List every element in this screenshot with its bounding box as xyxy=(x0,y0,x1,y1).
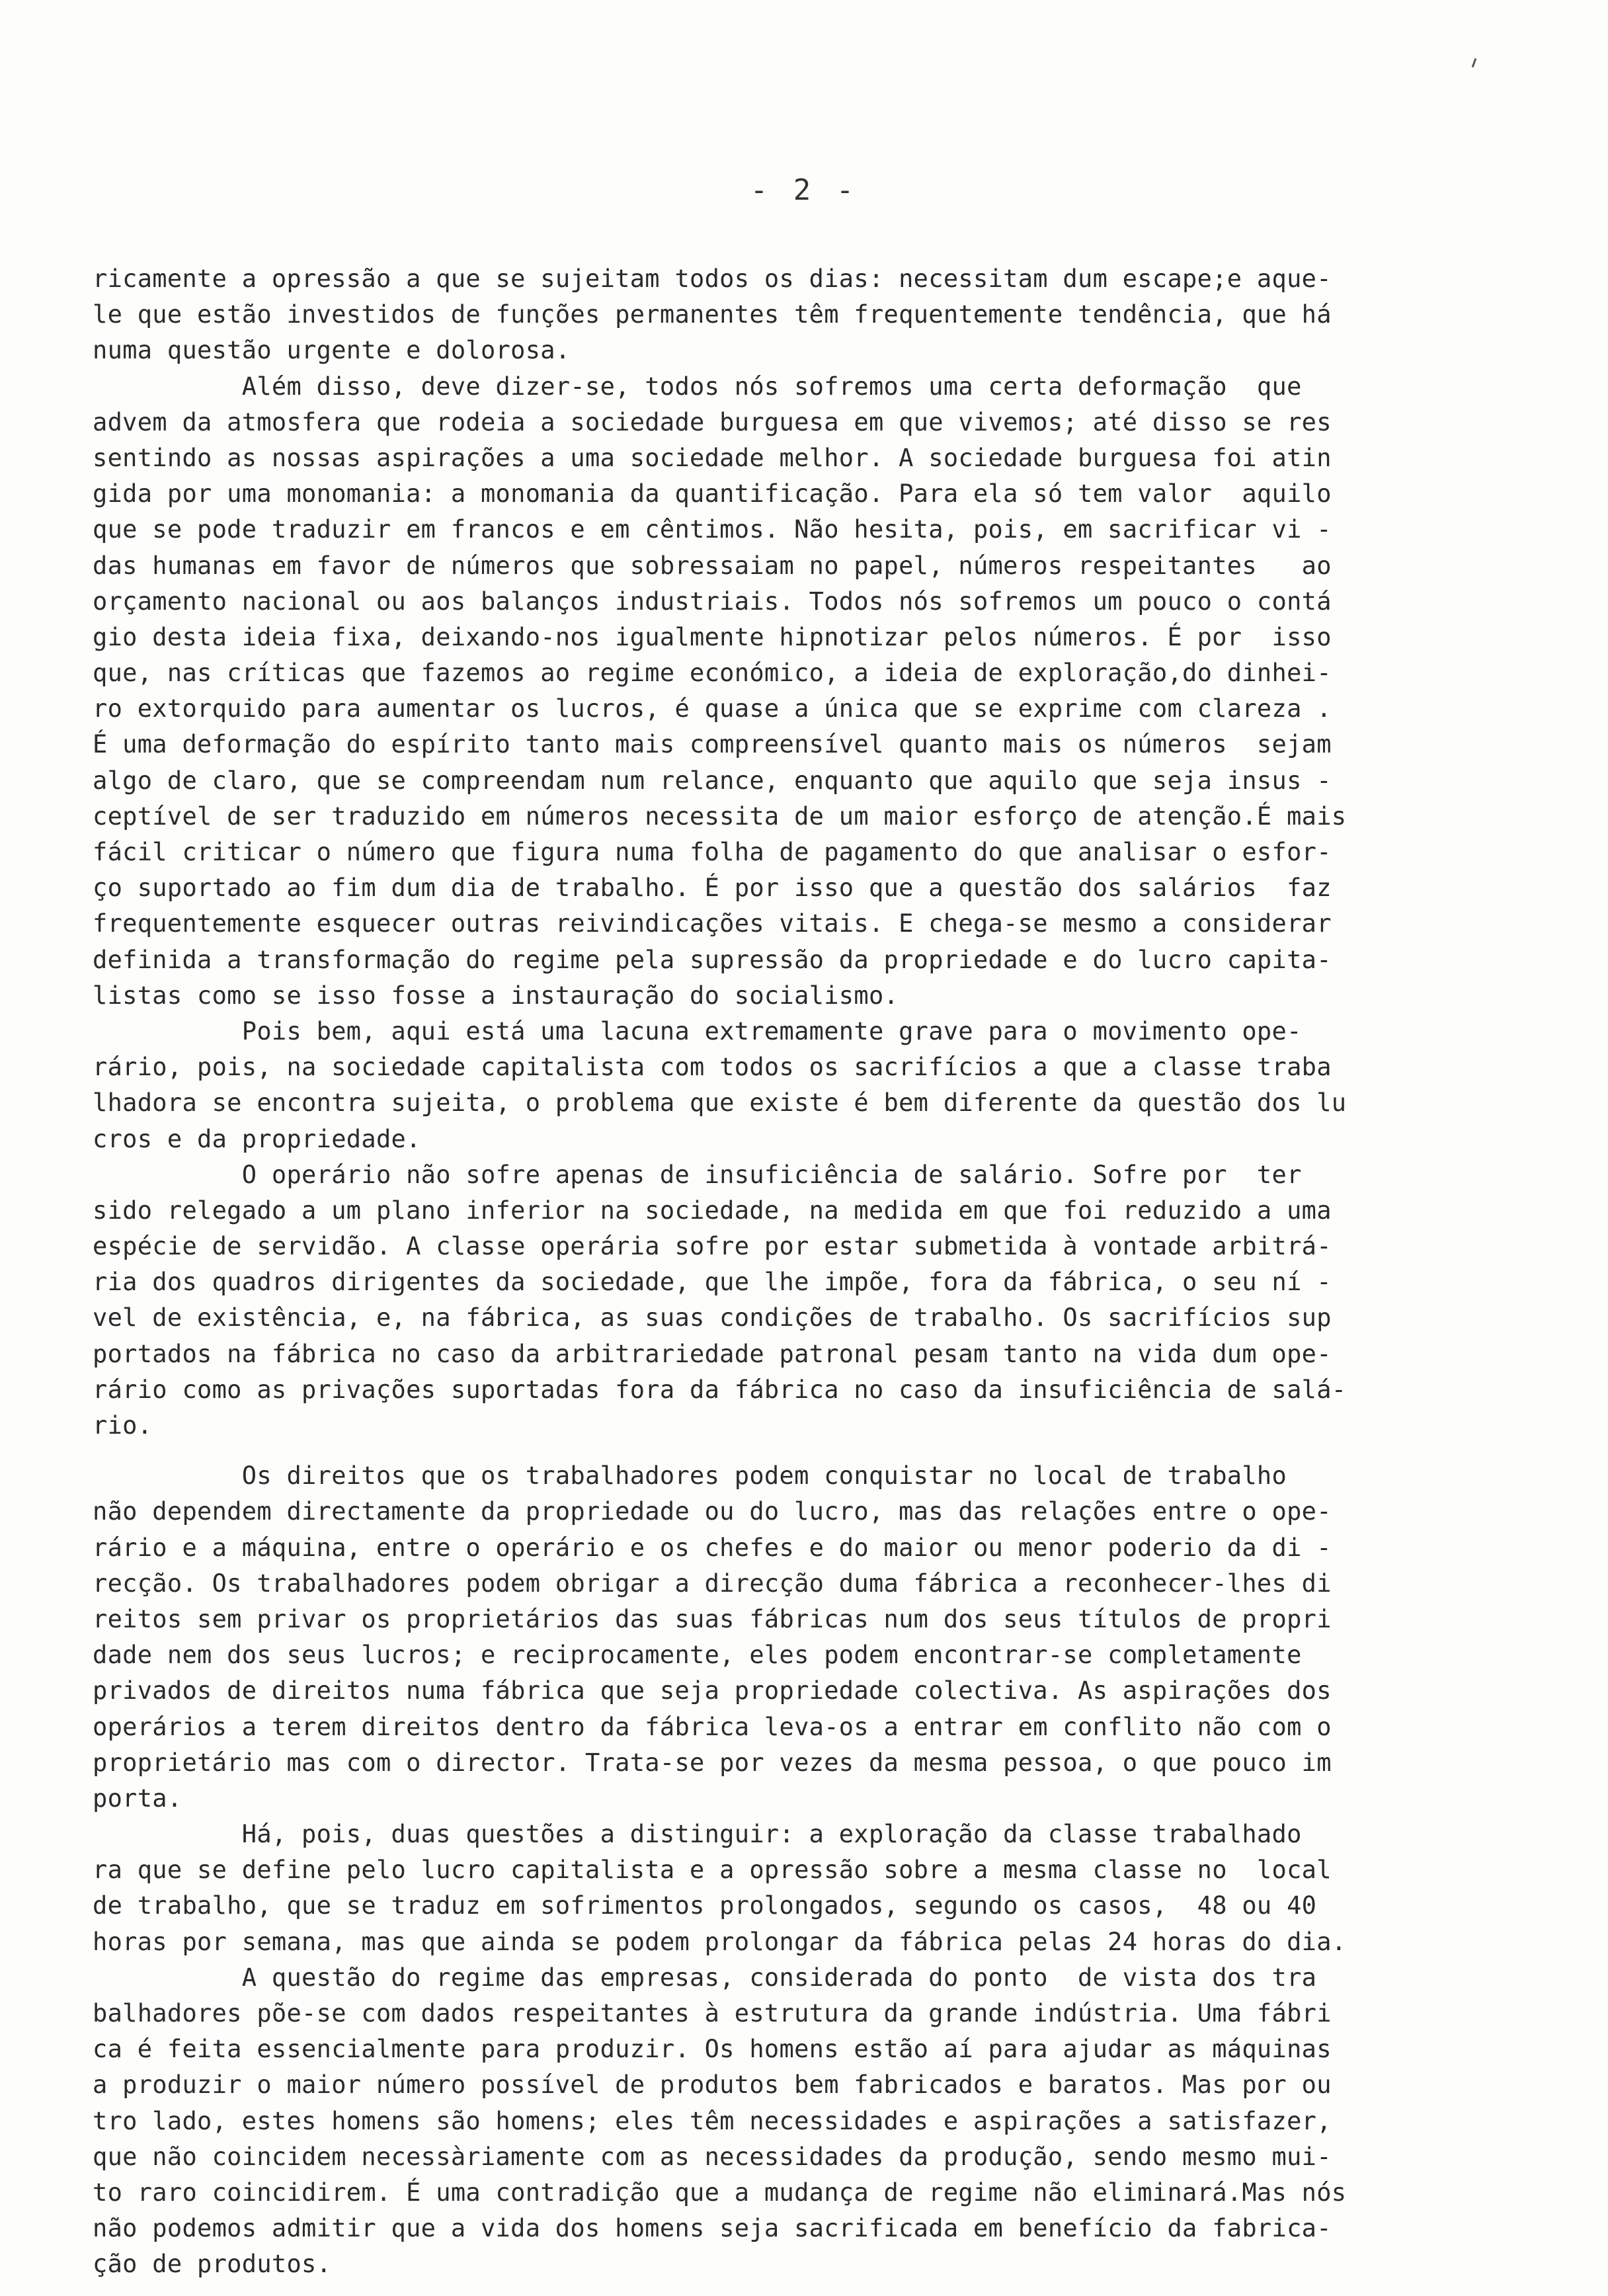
text-line: horas por semana, mas que ainda se podem prolongar da fábrica pelas 24 horas do dia. xyxy=(93,1927,1347,1956)
text-line: rário e a máquina, entre o operário e os chefes e do maior ou menor poderio da di - xyxy=(93,1533,1332,1562)
text-line: ricamente a opressão a que se sujeitam todos os dias: necessitam dum escape;e aque- xyxy=(93,265,1332,293)
text-line: não podemos admitir que a vida dos homens seja sacrificada em benefício da fabrica- xyxy=(93,2214,1332,2243)
text-line: le que estão investidos de funções permanentes têm frequentemente tendência, que há xyxy=(93,300,1332,329)
text-line: to raro coincidirem. É uma contradição que a mudança de regime não eliminará.Mas nós xyxy=(93,2178,1347,2207)
text-line: reitos sem privar os proprietários das suas fábricas num dos seus títulos de propri xyxy=(93,1604,1332,1633)
text-line: das humanas em favor de números que sobressaiam no papel, números respeitantes ao xyxy=(93,551,1332,580)
text-line: sido relegado a um plano inferior na sociedade, na medida em que foi reduzido a uma xyxy=(93,1196,1332,1225)
text-line: definida a transformação do regime pela supressão da propriedade e do lucro capita- xyxy=(93,945,1332,974)
paragraph-gap xyxy=(93,1444,1468,1458)
text-line: lhadora se encontra sujeita, o problema que existe é bem diferente da questão dos lu xyxy=(93,1088,1347,1118)
paragraph xyxy=(93,1014,1468,1157)
text-line: tro lado, estes homens são homens; eles têm necessidades e aspirações a satisfazer, xyxy=(93,2106,1332,2135)
text-line: cros e da propriedade. xyxy=(93,1124,421,1153)
text-line: A questão do regime das empresas, considerada do ponto de vista dos tra xyxy=(93,1963,1317,1992)
text-line: ço suportado ao fim dum dia de trabalho. É por isso que a questão dos salários faz xyxy=(93,874,1332,903)
text-line: gida por uma monomania: a monomania da quantificação. Para ela só tem valor aquilo xyxy=(93,479,1332,509)
text-line: advem da atmosfera que rodeia a sociedade burguesa em que vivemos; até disso se res xyxy=(93,407,1332,436)
text-line: portados na fábrica no caso da arbitrariedade patronal pesam tanto na vida dum ope- xyxy=(93,1339,1332,1368)
text-line: operários a terem direitos dentro da fábrica leva-os a entrar em conflito não com o xyxy=(93,1712,1332,1741)
text-line: gio desta ideia fixa, deixando-nos igualmente hipnotizar pelos números. É por isso xyxy=(93,622,1332,651)
paragraph xyxy=(93,261,1468,369)
text-line: numa questão urgente e dolorosa. xyxy=(93,336,571,365)
text-line: privados de direitos numa fábrica que seja propriedade colectiva. As aspirações dos xyxy=(93,1676,1332,1705)
text-line: espécie de servidão. A classe operária sofre por estar submetida à vontade arbitrá- xyxy=(93,1232,1332,1261)
text-line: que se pode traduzir em francos e em cêntimos. Não hesita, pois, em sacrificar vi - xyxy=(93,515,1332,544)
text-line: não dependem directamente da propriedade ou do lucro, mas das relações entre o ope- xyxy=(93,1497,1332,1526)
paragraph xyxy=(93,1458,1468,1817)
body-text xyxy=(93,261,1468,2283)
text-line: O operário não sofre apenas de insuficiência de salário. Sofre por ter xyxy=(93,1160,1302,1189)
text-line: fácil criticar o número que figura numa folha de pagamento do que analisar o esfor- xyxy=(93,838,1332,866)
text-line: ção de produtos. xyxy=(93,2250,332,2279)
text-line: ra que se define pelo lucro capitalista e a opressão sobre a mesma classe no local xyxy=(93,1856,1332,1885)
text-line: a produzir o maior número possível de produtos bem fabricados e baratos. Mas por ou xyxy=(93,2070,1332,2100)
text-line: balhadores põe-se com dados respeitantes à estrutura da grande indústria. Uma fábri xyxy=(93,1999,1332,2028)
text-line: algo de claro, que se compreendam num relance, enquanto que aquilo que seja insus - xyxy=(93,766,1332,795)
text-line: recção. Os trabalhadores podem obrigar a direcção duma fábrica a reconhecer-lhes di xyxy=(93,1569,1332,1598)
text-line: orçamento nacional ou aos balanços industriais. Todos nós sofremos um pouco o contá xyxy=(93,587,1332,616)
text-line: que não coincidem necessàriamente com as necessidades da produção, sendo mesmo mui- xyxy=(93,2142,1332,2171)
text-line: Pois bem, aqui está uma lacuna extremamente grave para o movimento ope- xyxy=(93,1016,1302,1046)
text-line: porta. xyxy=(93,1784,182,1813)
text-line: vel de existência, e, na fábrica, as suas condições de trabalho. Os sacrifícios sup xyxy=(93,1303,1332,1332)
text-line: Os direitos que os trabalhadores podem conquistar no local de trabalho xyxy=(93,1461,1287,1491)
text-line: frequentemente esquecer outras reivindicações vitais. E chega-se mesmo a considerar xyxy=(93,909,1332,938)
paragraph xyxy=(93,369,1468,1014)
text-line: rário, pois, na sociedade capitalista com todos os sacrifícios a que a classe traba xyxy=(93,1053,1332,1082)
text-line: ro extorquido para aumentar os lucros, é quase a única que se exprime com clareza . xyxy=(93,694,1332,723)
text-line: ceptível de ser traduzido em números necessita de um maior esforço de atenção.É mais xyxy=(93,801,1347,831)
text-line: ria dos quadros dirigentes da sociedade, que lhe impõe, fora da fábrica, o seu ní - xyxy=(93,1268,1332,1297)
text-line: listas como se isso fosse a instauração do socialismo. xyxy=(93,981,899,1010)
text-line: sentindo as nossas aspirações a uma sociedade melhor. A sociedade burguesa foi atin xyxy=(93,443,1332,472)
stray-mark xyxy=(1472,58,1477,67)
text-line: que, nas críticas que fazemos ao regime económico, a ideia de exploração,do dinhei- xyxy=(93,659,1332,688)
text-line: Além disso, deve dizer-se, todos nós sofremos uma certa deformação que xyxy=(93,372,1302,401)
text-line: proprietário mas com o director. Trata-se por vezes da mesma pessoa, o que pouco im xyxy=(93,1748,1332,1777)
text-line: ca é feita essencialmente para produzir. Os homens estão aí para ajudar as máquinas xyxy=(93,2035,1332,2064)
text-line: rário como as privações suportadas fora da fábrica no caso da insuficiência de salá- xyxy=(93,1375,1347,1404)
paragraph xyxy=(93,1157,1468,1444)
text-line: de trabalho, que se traduz em sofrimentos prolongados, segundo os casos, 48 ou 40 xyxy=(93,1891,1317,1920)
text-line: dade nem dos seus lucros; e reciprocamente, eles podem encontrar-se completamente xyxy=(93,1641,1302,1670)
text-line: rio. xyxy=(93,1411,153,1440)
paragraph xyxy=(93,1817,1468,1960)
text-line: É uma deformação do espírito tanto mais compreensível quanto mais os números sejam xyxy=(93,730,1332,759)
page-number: - 2 - xyxy=(750,173,858,207)
text-line: Há, pois, duas questões a distinguir: a exploração da classe trabalhado xyxy=(93,1820,1302,1849)
paragraph xyxy=(93,1960,1468,2283)
